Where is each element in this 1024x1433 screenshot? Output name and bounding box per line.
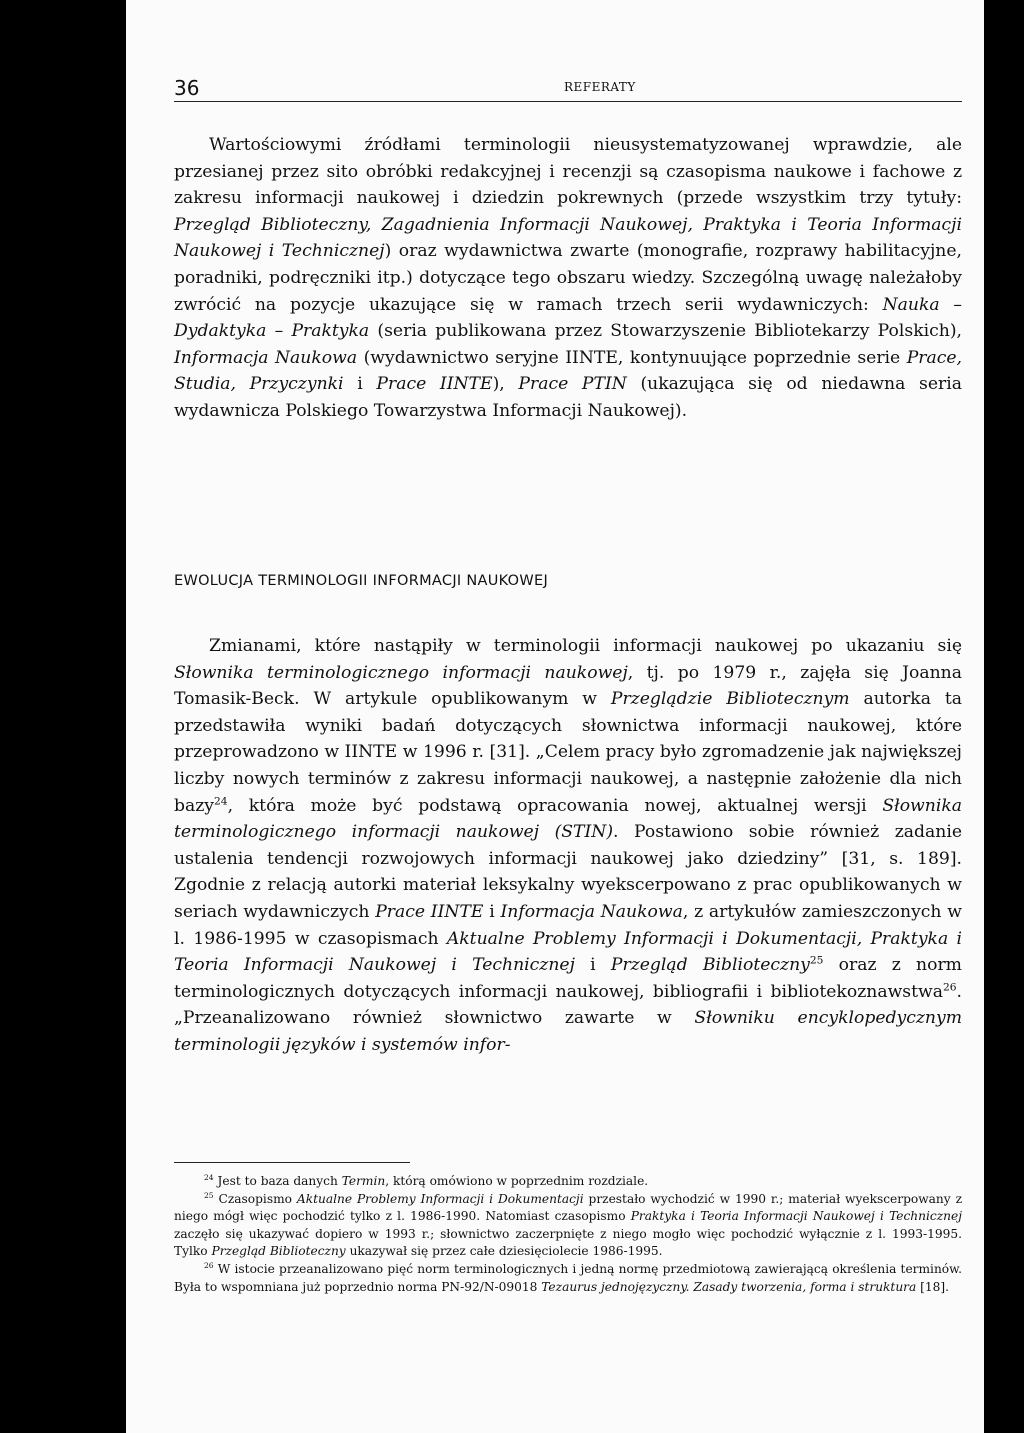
footnote-26: $^{26}$ W istocie przeanalizowano pięć norm terminologicznych i jedną normę przedmiotową zawierającą określenia terminów. Była to wspomniana już poprzednio norma PN-92/N-09018 Tezaurus jednojęzyczny. Zasady tworzenia, forma i struktura [18]. xyxy=(174,1260,962,1294)
document-page xyxy=(126,0,984,1433)
footnotes xyxy=(174,1173,962,1296)
footnote-ref-26: 26 xyxy=(942,979,957,993)
section-heading: EWOLUCJA TERMINOLOGII INFORMACJI NAUKOWEJ xyxy=(174,573,549,589)
paragraph-1: Wartościowymi źródłami terminologii nieusystematyzowanej wprawdzie, ale przesianej przez sito obróbki redakcyjnej i recenzji są czasopisma naukowe i fachowe z zakresu informacji naukowej i dziedzin pokrewnych (przede wszystkim trzy tytuły: Przegląd Biblioteczny, Zagadnienia Informacji Naukowej, Praktyka i Teoria Informacji Naukowej i Technicznej) oraz wydawnictwa zwarte (monografie, rozprawy habilitacyjne, poradniki, podręczniki itp.) dotyczące tego obszaru wiedzy. Szczególną uwagę należałoby zwrócić na pozycje ukazujące się w ramach trzech serii wydawniczych: Nauka – Dydaktyka – Praktyka (seria publikowana przez Stowarzyszenie Bibliotekarzy Polskich), Informacja Naukowa (wydawnictwo seryjne IINTE, kontynuujące poprzednie serie Prace, Studia, Przyczynki i Prace IINTE), Prace PTIN (ukazująca się od niedawna seria wydawnicza Polskiego Towarzystwa Informacji Naukowej). xyxy=(174,135,963,421)
paragraph-2: Zmianami, które nastąpiły w terminologii informacji naukowej po ukazaniu się Słownika terminologicznego informacji naukowej, tj. po 1979 r., zajęła się Joanna Tomasik-Beck. W artykule opublikowanym w Przeglądzie Bibliotecznym autorka ta przedstawiła wyniki badań dotyczących słownictwa informacji naukowej, które przeprowadzono w IINTE w 1996 r. [31]. „Celem pracy było zgromadzenie jak największej liczby nowych terminów z zakresu informacji naukowej, a następnie założenie dla nich bazy$^{24}$, która może być podstawą opracowania nowej, aktualnej wersji Słownika terminologicznego informacji naukowej (STIN). Postawiono sobie również zadanie ustalenia tendencji rozwojowych informacji naukowej jako dziedziny” [31, s. 189]. Zgodnie z relacją autorki materiał leksykalny wyekscerpowano z prac opublikowanych w seriach wydawniczych Prace IINTE i Informacja Naukowa, z artykułów zamieszczonych w l. 1986-1995 w czasopismach Aktualne Problemy Informacji i Dokumentacji, Praktyka i Teoria Informacji Naukowej i Technicznej i Przegląd Biblioteczny$^{25}$ oraz z norm terminologicznych dotyczących informacji naukowej, bibliografii i bibliotekoznawstwa$^{26}$. „Przeanalizowano również słownictwo zawarte w Słowniku encyklopedycznym terminologii języków i systemów infor- xyxy=(174,636,963,1055)
footnote-ref-24: 24 xyxy=(214,793,228,807)
header-rule xyxy=(174,101,962,102)
footnote-25: $^{25}$ Czasopismo Aktualne Problemy Informacji i Dokumentacji przestało wychodzić w 1990 r.; materiał wyekscerpowany z niego mógł więc pochodzić tylko z l. 1986-1990. Natomiast czasopismo Praktyka i Teoria Informacji Naukowej i Technicznej zaczęło się ukazywać dopiero w 1993 r.; słownictwo zaczerpnięte z niego mogło więc pochodzić wyłącznie z l. 1993-1995. Tylko Przegląd Biblioteczny ukazywał się przez całe dziesięciolecie 1986-1995. xyxy=(174,1190,962,1259)
footnote-ref-25: 25 xyxy=(809,953,824,967)
running-head: REFERATY xyxy=(564,80,636,94)
body-text-2 xyxy=(174,633,962,1059)
page-number: 36 xyxy=(174,76,200,100)
footnote-rule xyxy=(174,1162,410,1163)
page-header xyxy=(174,76,962,102)
footnote-24: $^{24}$ Jest to baza danych Termin, którą omówiono w poprzednim rozdziale. xyxy=(204,1172,649,1188)
body-text xyxy=(174,132,962,425)
